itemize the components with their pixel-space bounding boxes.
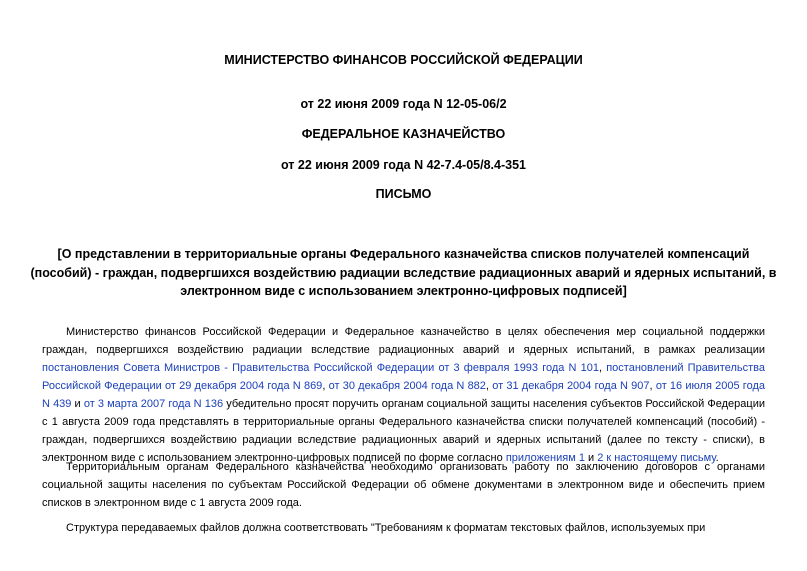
link-postanovlenie-869[interactable]: постановлений Правительства Российской Федерации от 29 декабря 2004 года N 869 (42, 362, 765, 392)
link-postanovlenie-439[interactable]: от 16 июля 2005 года N 439 (42, 380, 765, 410)
body-paragraph-1 (42, 323, 765, 467)
link-postanovlenie-907[interactable]: от 31 декабря 2004 года N 907 (492, 380, 650, 392)
link-postanovlenie-101[interactable]: постановления Совета Министров - Правительства Российской Федерации от 3 февраля 1993 года N 101 (42, 362, 599, 374)
link-appendix-1[interactable]: приложениям 1 (505, 452, 585, 464)
paragraph-text: и (71, 398, 84, 410)
body-paragraph-2: Территориальным органам Федерального казначейства необходимо организовать работу по заключению договоров с органами социальной защиты населения по субъектам Российской Федерации об обмене документами в электронном виде и обеспечить прием списков в электронном виде с 1 августа 2009 года. (42, 461, 765, 509)
treasury-date-number: от 22 июня 2009 года N 42-7.4-05/8.4-351 (280, 158, 526, 172)
paragraph-text: , (322, 380, 329, 392)
paragraph-text: убедительно просят поручить органам социальной защиты населения субъектов Российской Федерации с 1 августа 2009 года представлять в территориальные органы Федерального казначейства списки получателей компенсаций (пособий) - граждан, подвергшихся воздействию радиации вследствие радиационных аварий и ядерных испытаний (далее по тексту - списки), в электронном виде с использованием электронно-цифровых подписей по форме согласно (42, 398, 765, 464)
issuer-treasury-heading: ФЕДЕРАЛЬНОЕ КАЗНАЧЕЙСТВО (301, 127, 506, 141)
paragraph-text: Министерство финансов Российской Федерации и Федеральное казначейство в целях обеспечения мер социальной поддержки граждан, подвергшихся воздействию радиации вследствие радиационных аварий и ядерных испытаний, в рамках реализации (42, 326, 765, 356)
ministry-date-number: от 22 июня 2009 года N 12-05-06/2 (300, 97, 507, 111)
paragraph-text: , (485, 380, 493, 392)
link-postanovlenie-136[interactable]: от 3 марта 2007 года N 136 (83, 398, 224, 410)
document-subject-heading: [О представлении в территориальные органы Федерального казначейства списков получателей компенсаций (пособий) - граждан, подвергшихся воздействию радиации вследствие радиационных аварий и ядерных испытаний, в электронном виде с использованием электронно-цифровых подписей] (30, 247, 777, 298)
link-postanovlenie-882[interactable]: от 30 декабря 2004 года N 882 (328, 380, 486, 392)
link-appendix-2[interactable]: 2 к настоящему письму (597, 452, 716, 464)
paragraph-text: , (599, 362, 607, 374)
paragraph-text: и (584, 452, 598, 464)
issuer-ministry-heading: МИНИСТЕРСТВО ФИНАНСОВ РОССИЙСКОЙ ФЕДЕРАЦИИ (224, 53, 583, 67)
document-type-heading: ПИСЬМО (375, 187, 432, 201)
paragraph-text: . (715, 452, 719, 464)
paragraph-text: , (649, 380, 656, 392)
body-paragraph-3: Структура передаваемых файлов должна соответствовать "Требованиям к форматам текстовых файлов, используемых при (66, 522, 706, 534)
